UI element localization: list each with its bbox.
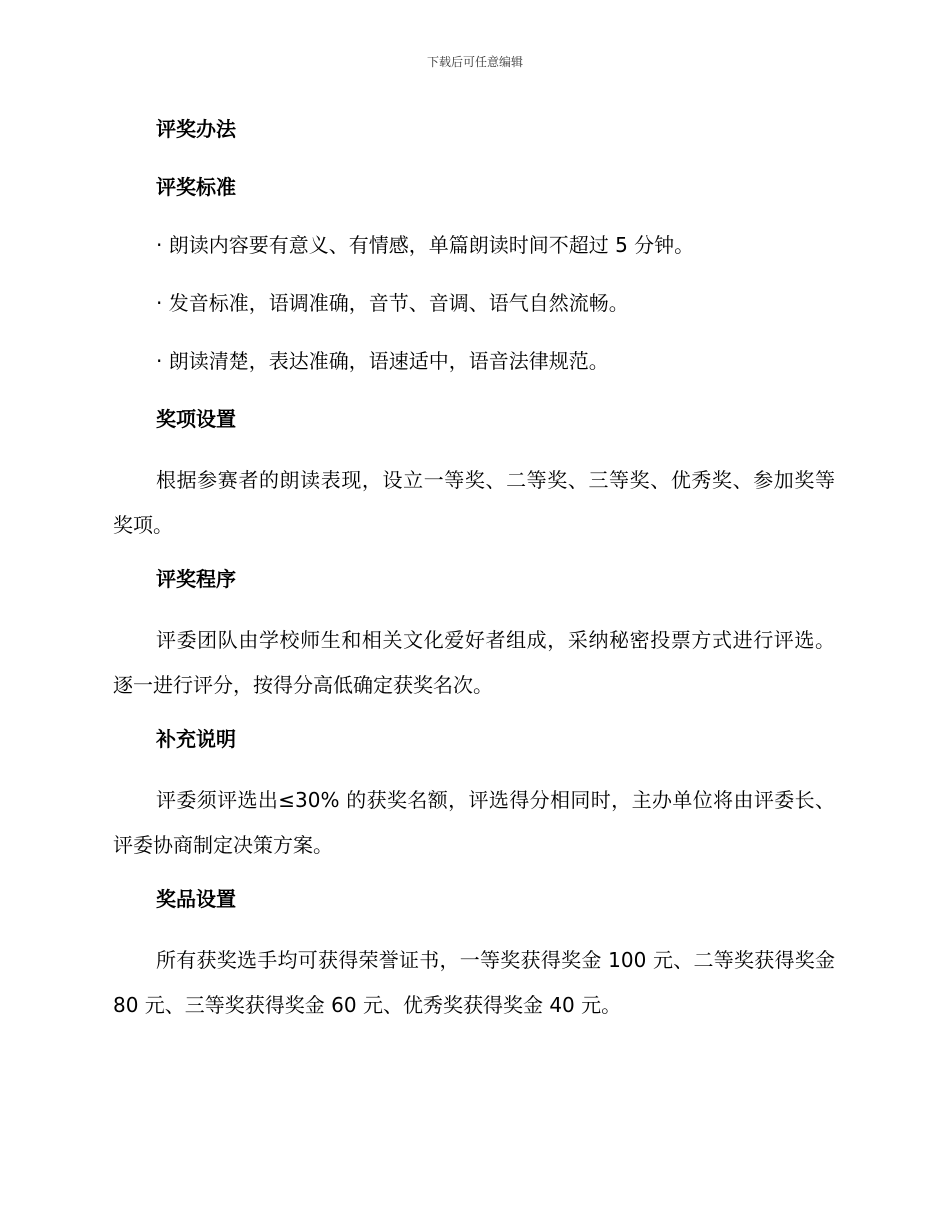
criteria-item: · 发音标准，语调准确，音节、音调、语气自然流畅。 — [156, 291, 629, 315]
heading-award-criteria: 评奖标准 — [156, 175, 236, 199]
heading-award-method: 评奖办法 — [156, 117, 236, 141]
supplement-paragraph: 评委须评选出≤30% 的获奖名额，评选得分相同时，主办单位将由评委长、评委协商制定决策方案。 — [113, 788, 835, 857]
criteria-item: · 朗读清楚，表达准确，语速适中，语音法律规范。 — [156, 349, 609, 373]
procedure-paragraph: 评委团队由学校师生和相关文化爱好者组成，采纳秘密投票方式进行评选。逐一进行评分，按得分高低确定获奖名次。 — [113, 628, 835, 697]
heading-award-procedure: 评奖程序 — [156, 567, 236, 591]
heading-prizes: 奖品设置 — [156, 887, 236, 911]
page-header: 下载后可任意编辑 — [426, 55, 523, 69]
heading-supplement: 补充说明 — [156, 727, 236, 751]
criteria-item: · 朗读内容要有意义、有情感，单篇朗读时间不超过 5 分钟。 — [156, 233, 695, 257]
awards-paragraph: 根据参赛者的朗读表现，设立一等奖、二等奖、三等奖、优秀奖、参加奖等奖项。 — [113, 468, 835, 537]
document-body — [113, 110, 835, 1040]
prizes-paragraph: 所有获奖选手均可获得荣誉证书，一等奖获得奖金 100 元、二等奖获得奖金 80 元、三等奖获得奖金 60 元、优秀奖获得奖金 40 元。 — [113, 948, 835, 1017]
heading-award-categories: 奖项设置 — [156, 407, 236, 431]
